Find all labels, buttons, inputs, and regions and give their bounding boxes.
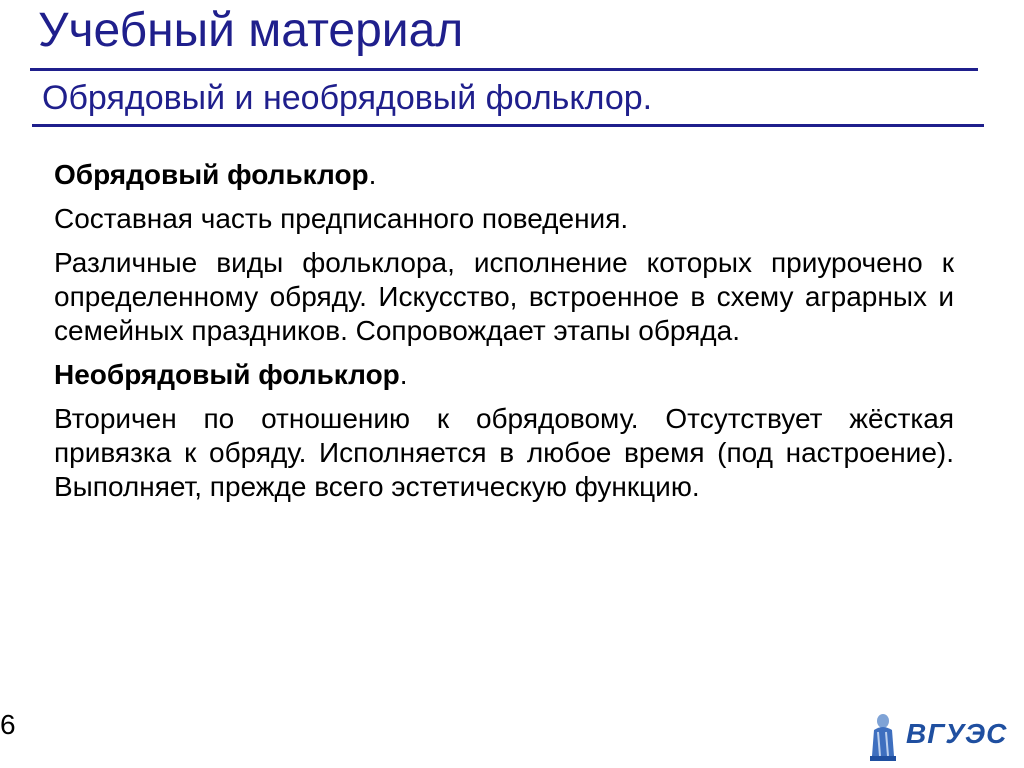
slide-subtitle: Обрядовый и необрядовый фольклор. [42, 79, 653, 117]
university-logo [866, 712, 1008, 764]
ritual-heading-paragraph [54, 158, 954, 192]
nonritual-heading-punct: . [399, 359, 408, 390]
nonritual-heading-paragraph [54, 358, 954, 392]
title-divider-top [30, 68, 978, 71]
slide-body [54, 158, 954, 514]
title-divider-bottom [32, 124, 984, 127]
nonritual-heading: Необрядовый фольклор [54, 359, 400, 390]
logo-text: ВГУЭС [906, 718, 1008, 749]
ritual-heading: Обрядовый фольклор [54, 159, 369, 190]
ritual-description: Различные виды фольклора, исполнение которых приурочено к определенному обряду. Искусство, встроенное в схему аграрных и семейных праздников. Сопровождает этапы обряда. [54, 247, 954, 346]
page-number: 6 [0, 709, 16, 740]
slide-title: Учебный материал [38, 4, 464, 57]
ritual-definition: Составная часть предписанного поведения. [54, 203, 629, 234]
statue-emblem-icon [866, 712, 900, 762]
nonritual-description: Вторичен по отношению к обрядовому. Отсутствует жёсткая привязка к обряду. Исполняется в любое время (под настроение). Выполняет, прежде всего эстетическую функцию. [54, 403, 954, 502]
ritual-heading-punct: . [368, 159, 377, 190]
